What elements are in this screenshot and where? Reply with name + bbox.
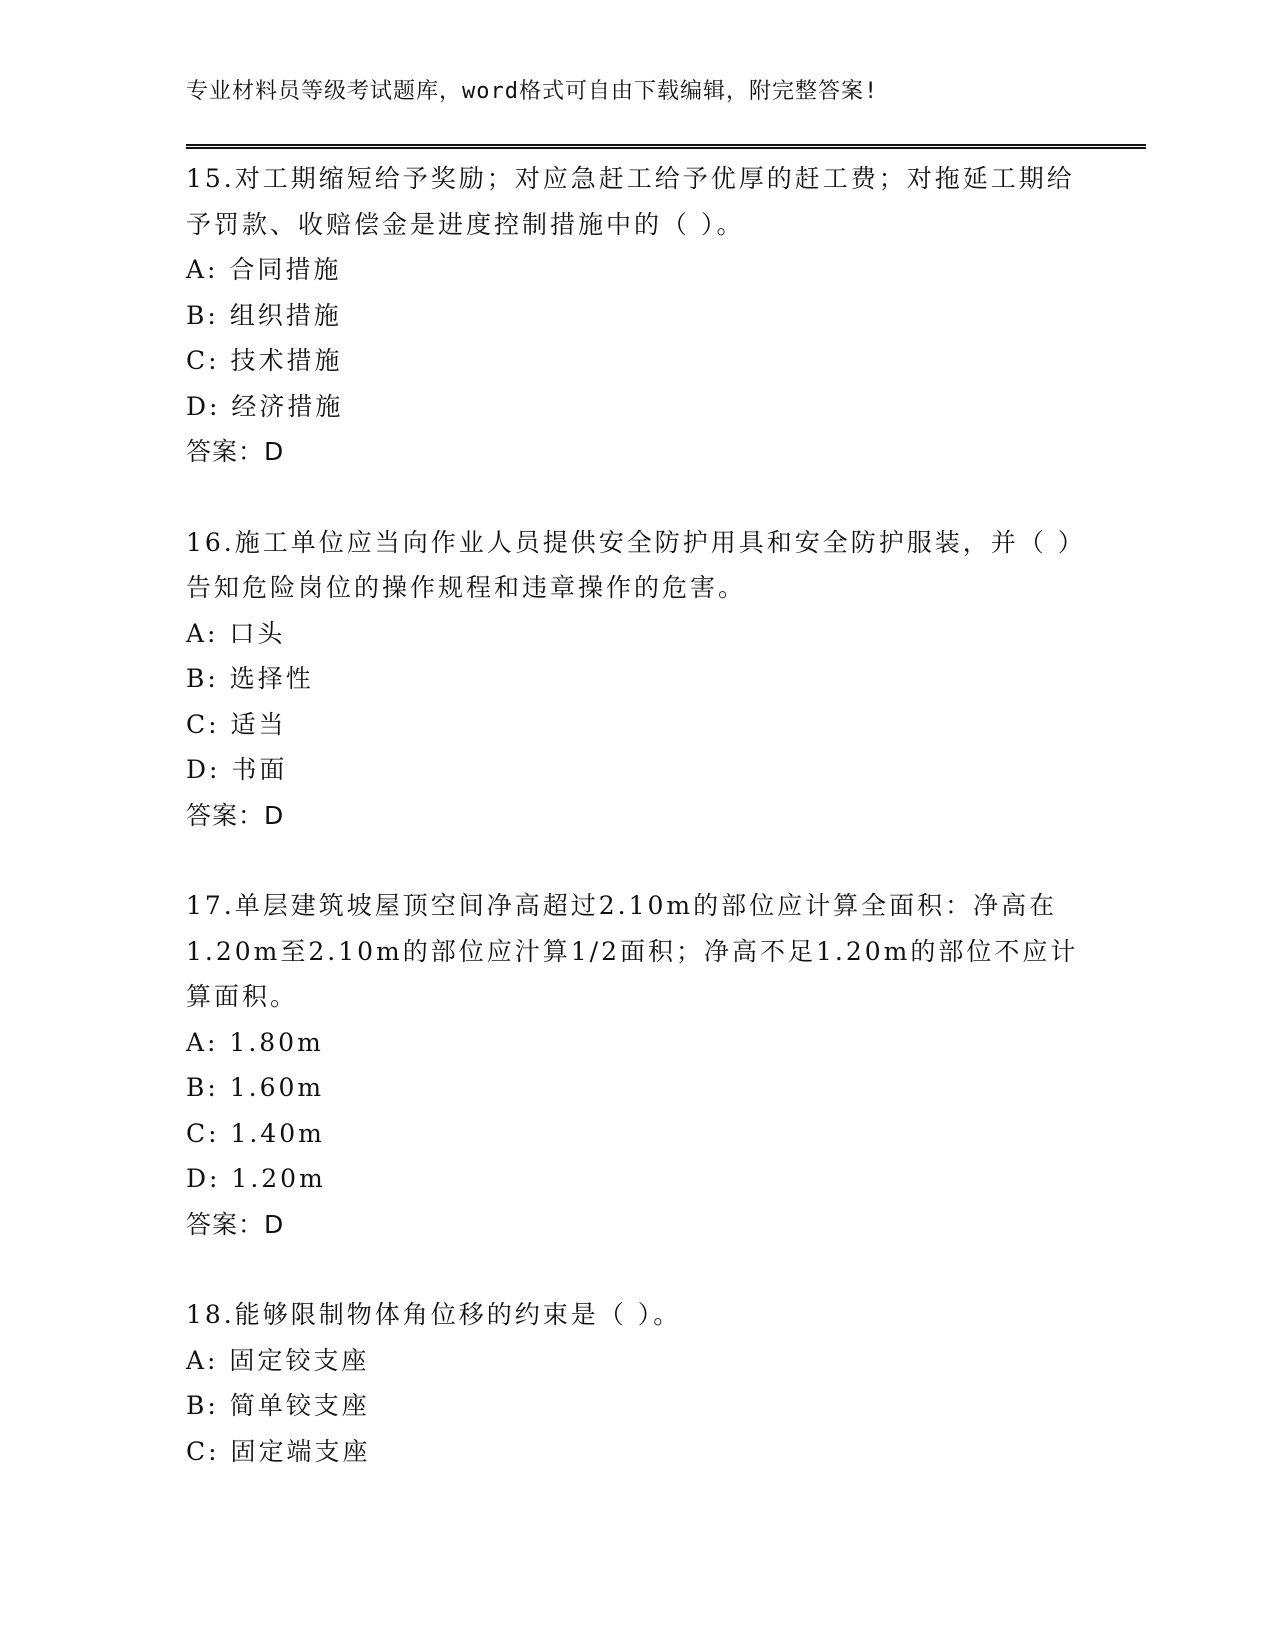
answer-line: 答案：D: [186, 437, 285, 466]
question-stem: 17.单层建筑坡屋顶空间净高超过2.10m的部位应计算全面积：净高在1.20m至2.10m的部位应汁算1/2面积；净高不足1.20m的部位不应计算面积。: [186, 891, 1079, 1011]
option-d: D: 1.20m: [186, 1164, 326, 1193]
option-c: C: 适当: [186, 709, 287, 739]
option-c: C: 1.40m: [186, 1118, 325, 1148]
option-d: D: 经济措施: [186, 391, 344, 421]
option-c: C: 固定端支座: [186, 1436, 371, 1466]
option-b: B: 选择性: [186, 664, 314, 693]
question-stem: 16.施工单位应当向作业人员提供安全防护用具和安全防护服装，并（ ）告知危险岗位的操作规程和违章操作的危害。: [186, 527, 1086, 602]
page-header: 专业材料员等级考试题库，word格式可自由下载编辑，附完整答案!: [186, 79, 879, 104]
question-18: [186, 1292, 1086, 1474]
question-15: [186, 156, 1086, 475]
option-a: A: 口头: [186, 618, 286, 648]
option-d: D: 书面: [186, 755, 288, 784]
option-b: B: 1.60m: [186, 1073, 325, 1102]
option-c: C: 技术措施: [186, 346, 343, 375]
question-17: [186, 883, 1086, 1247]
option-a: A: 1.80m: [186, 1027, 324, 1057]
answer-line: 答案：D: [186, 800, 285, 830]
option-a: A: 固定铰支座: [186, 1345, 370, 1375]
option-b: B: 简单铰支座: [186, 1391, 370, 1420]
question-stem: 18.能够限制物体角位移的约束是（ ）。: [186, 1300, 682, 1329]
answer-line: 答案：D: [186, 1209, 285, 1239]
question-list: [186, 156, 1086, 1519]
header-double-rule: [186, 144, 1146, 149]
option-b: B: 组织措施: [186, 300, 342, 330]
question-16: [186, 520, 1086, 839]
option-a: A: 合同措施: [186, 255, 342, 284]
question-stem: 15.对工期缩短给予奖励；对应急赶工给予优厚的赶工费；对拖延工期给予罚款、收赔偿金是进度控制措施中的（ ）。: [186, 164, 1075, 239]
